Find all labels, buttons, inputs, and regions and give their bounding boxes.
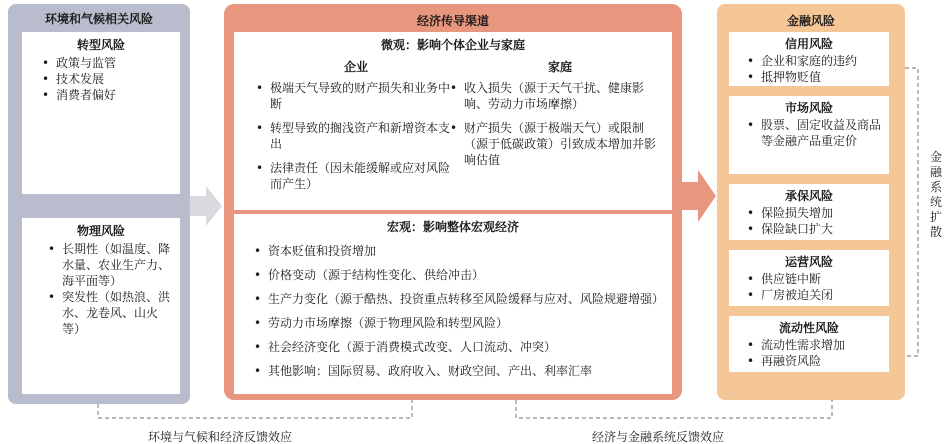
financial-risks-panel xyxy=(717,4,905,400)
orange-arrow-icon xyxy=(682,170,716,222)
macro-box xyxy=(234,214,672,394)
enterprise-title: 企业 xyxy=(344,60,369,74)
macro-list xyxy=(234,243,672,379)
list-item: • 股票、固定收益及商品等金融产品重定价 xyxy=(761,117,885,149)
list-item: • 价格变动（源于结构性变化、供给冲击） xyxy=(268,267,666,283)
credit-risk-title: 信用风险 xyxy=(784,37,833,51)
macro-title: 宏观：影响整体宏观经济 xyxy=(386,220,519,234)
micro-box xyxy=(234,32,672,210)
physical-risk-box xyxy=(22,218,180,394)
list-item: • 供应链中断 xyxy=(761,271,885,287)
physical-risk-title: 物理风险 xyxy=(76,224,125,238)
list-item: • 保险损失增加 xyxy=(761,205,885,221)
list-item: • 长期性（如温度、降水量、农业生产力、海平面等） xyxy=(62,241,174,289)
underwriting-risk-box xyxy=(729,184,889,240)
transition-risk-list xyxy=(22,55,180,103)
list-item: • 政策与监管 xyxy=(56,55,180,71)
list-item: • 技术发展 xyxy=(56,71,180,87)
liquidity-risk-box xyxy=(729,316,889,372)
climate-risks-title: 环境和气候相关风险 xyxy=(44,12,153,26)
list-item: • 生产力变化（源于酷热、投资重点转移至风险缓释与应对、风险规避增强） xyxy=(268,291,666,307)
micro-title: 微观：影响个体企业与家庭 xyxy=(380,38,525,52)
list-item: • 突发性（如热浪、洪水、龙卷风、山火等） xyxy=(62,289,174,337)
underwriting-risk-title: 承保风险 xyxy=(784,189,833,203)
enterprise-column xyxy=(256,80,454,200)
list-item: • 极端天气导致的财产损失和业务中断 xyxy=(270,80,454,112)
financial-diffusion-label: 金融系统扩散 xyxy=(929,150,942,239)
operational-risk-box xyxy=(729,250,889,306)
list-item: • 保险缺口扩大 xyxy=(761,221,885,237)
list-item: • 其他影响：国际贸易、政府收入、财政空间、产出、利率汇率 xyxy=(268,363,666,379)
credit-risk-box xyxy=(729,32,889,86)
list-item: • 流动性需求增加 xyxy=(761,337,885,353)
market-risk-title: 市场风险 xyxy=(784,101,833,115)
fin-feedback-connector xyxy=(516,400,832,418)
list-item: • 财产损失（源于极端天气）或限制（源于低碳政策）引致成本增加并影响估值 xyxy=(464,120,664,168)
list-item: • 法律责任（因未能缓解或应对风险而产生） xyxy=(270,160,454,192)
climate-risks-panel xyxy=(8,4,190,404)
economic-channels-panel xyxy=(224,4,682,400)
list-item: • 社会经济变化（源于消费模式改变、人口流动、冲突） xyxy=(268,339,666,355)
list-item: • 抵押物贬值 xyxy=(761,69,885,85)
diffusion-bracket xyxy=(905,68,918,356)
list-item: • 劳动力市场摩擦（源于物理风险和转型风险） xyxy=(268,315,666,331)
list-item: • 再融资风险 xyxy=(761,353,885,369)
household-title: 家庭 xyxy=(548,60,573,74)
list-item: • 企业和家庭的违约 xyxy=(761,53,885,69)
list-item: • 收入损失（源于天气干扰、健康影响、劳动力市场摩擦） xyxy=(464,80,664,112)
economic-channels-title: 经济传导渠道 xyxy=(416,14,489,28)
list-item: • 转型导致的搁浅资产和新增资本支出 xyxy=(270,120,454,152)
financial-risks-title: 金融风险 xyxy=(786,14,835,28)
market-risk-box xyxy=(729,96,889,174)
liquidity-risk-title: 流动性风险 xyxy=(778,321,839,335)
grey-arrow-icon xyxy=(190,186,222,226)
list-item: • 厂房被迫关闭 xyxy=(761,287,885,303)
list-item: • 消费者偏好 xyxy=(56,87,180,103)
transition-risk-box xyxy=(22,32,180,194)
env-feedback-label: 环境与气候和经济反馈效应 xyxy=(148,430,293,444)
household-column xyxy=(464,80,664,176)
list-item: • 资本贬值和投资增加 xyxy=(268,243,666,259)
operational-risk-title: 运营风险 xyxy=(784,255,833,269)
transition-risk-title: 转型风险 xyxy=(76,38,125,52)
fin-feedback-label: 经济与金融系统反馈效应 xyxy=(592,430,725,444)
physical-risk-list xyxy=(22,241,180,337)
